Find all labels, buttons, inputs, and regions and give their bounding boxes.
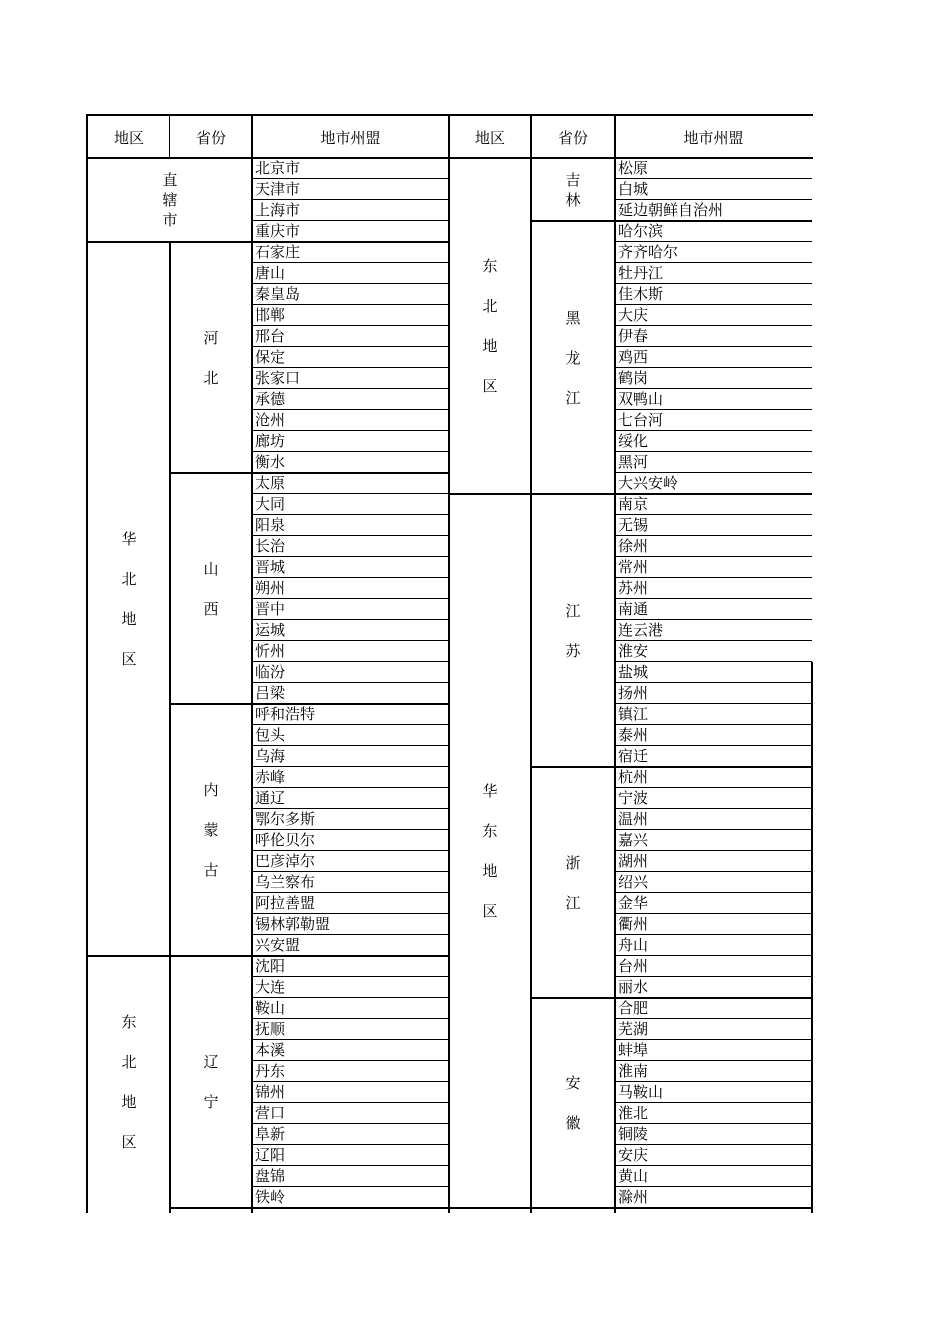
row-line: [615, 598, 812, 599]
city-cell: 泰州: [618, 726, 649, 744]
city-cell: 上海市: [255, 201, 301, 219]
row-line: [615, 934, 812, 935]
city-cell: 阿拉善盟: [255, 894, 316, 912]
row-line: [252, 598, 449, 599]
province-label: 安 徽: [531, 998, 615, 1208]
row-line: [615, 745, 812, 746]
row-line: [615, 535, 812, 536]
province-label: 浙 江: [531, 767, 615, 998]
row-line: [252, 178, 449, 179]
province-label: 山 西: [170, 473, 252, 704]
city-cell: 锡林郭勒盟: [255, 915, 331, 933]
row-line: [615, 1060, 812, 1061]
city-cell: 天津市: [255, 180, 301, 198]
row-line: [252, 304, 449, 305]
city-cell: 常州: [618, 558, 649, 576]
row-line: [252, 787, 449, 788]
row-line: [252, 535, 449, 536]
row-line: [252, 1165, 449, 1166]
row-line: [615, 619, 812, 620]
city-cell: 盐城: [618, 663, 649, 681]
city-cell: 铁岭: [255, 1188, 286, 1206]
row-line: [615, 220, 812, 221]
row-line: [252, 1102, 449, 1103]
row-line: [615, 388, 812, 389]
city-cell: 绥化: [618, 432, 649, 450]
city-cell: 乌兰察布: [255, 873, 316, 891]
row-line: [615, 262, 812, 263]
row-line: [615, 1207, 812, 1208]
city-cell: 呼和浩特: [255, 705, 316, 723]
province-label: 吉 林: [531, 158, 615, 221]
row-line: [615, 766, 812, 767]
city-cell: 合肥: [618, 999, 649, 1017]
header-region-right: 地区: [474, 128, 505, 147]
row-line: [615, 493, 812, 494]
city-cell: 滁州: [618, 1188, 649, 1206]
city-cell: 扬州: [618, 684, 649, 702]
city-cell: 廊坊: [255, 432, 286, 450]
row-line: [252, 1186, 449, 1187]
city-cell: 无锡: [618, 516, 649, 534]
row-line: [615, 661, 812, 662]
row-line: [615, 724, 812, 725]
city-cell: 大庆: [618, 306, 649, 324]
header-province-right: 省份: [557, 128, 588, 147]
province-label-text: [211, 704, 212, 705]
city-cell: 嘉兴: [618, 831, 649, 849]
row-line: [615, 913, 812, 914]
province-label-text: [573, 998, 574, 999]
city-cell: 衡水: [255, 453, 286, 471]
region-label: 东 北 地 区: [449, 158, 531, 494]
row-line: [615, 1144, 812, 1145]
direct-municipality-label: 直 辖 市: [88, 158, 252, 242]
city-cell: 呼伦贝尔: [255, 831, 316, 849]
header-province-left: 省份: [195, 128, 226, 147]
row-line: [252, 430, 449, 431]
row-line: [252, 262, 449, 263]
row-line: [615, 325, 812, 326]
row-line: [252, 892, 449, 893]
row-line: [615, 703, 812, 704]
city-cell: 马鞍山: [618, 1083, 664, 1101]
city-cell: 蚌埠: [618, 1041, 649, 1059]
city-cell: 连云港: [618, 621, 664, 639]
city-cell: 抚顺: [255, 1020, 286, 1038]
row-line: [252, 346, 449, 347]
city-cell: 安庆: [618, 1146, 649, 1164]
city-cell: 秦皇岛: [255, 285, 301, 303]
city-cell: 唐山: [255, 264, 286, 282]
city-cell: 鞍山: [255, 999, 286, 1017]
city-cell: 承德: [255, 390, 286, 408]
province-label-text: [211, 473, 212, 474]
row-line: [252, 367, 449, 368]
row-line: [615, 472, 812, 473]
row-line: [252, 472, 449, 473]
row-line: [252, 703, 449, 704]
city-cell: 北京市: [255, 159, 301, 177]
city-cell: 朔州: [255, 579, 286, 597]
city-cell: 鸡西: [618, 348, 649, 366]
row-line: [252, 493, 449, 494]
row-line: [615, 283, 812, 284]
city-cell: 黑河: [618, 453, 649, 471]
city-cell: 本溪: [255, 1041, 286, 1059]
row-line: [252, 850, 449, 851]
city-cell: 大兴安岭: [618, 474, 679, 492]
row-line: [615, 1081, 812, 1082]
province-label: 黑 龙 江: [531, 221, 615, 494]
row-line: [615, 1039, 812, 1040]
region-label-text: [129, 956, 130, 957]
city-cell: 芜湖: [618, 1020, 649, 1038]
row-line: [252, 199, 449, 200]
col-line: [86, 114, 88, 1213]
row-line: [252, 661, 449, 662]
row-line: [615, 178, 812, 179]
row-line: [615, 976, 812, 977]
row-line: [615, 1165, 812, 1166]
row-line: [615, 1018, 812, 1019]
col-line: [169, 114, 170, 158]
city-cell: 赤峰: [255, 768, 286, 786]
city-cell: 张家口: [255, 369, 301, 387]
row-line: [252, 808, 449, 809]
city-cell: 徐州: [618, 537, 649, 555]
city-cell: 乌海: [255, 747, 286, 765]
city-cell: 温州: [618, 810, 649, 828]
city-cell: 黄山: [618, 1167, 649, 1185]
col-line: [251, 114, 253, 1213]
row-line: [615, 451, 812, 452]
city-cell: 佳木斯: [618, 285, 664, 303]
row-line: [252, 640, 449, 641]
row-line: [615, 430, 812, 431]
row-line: [252, 451, 449, 452]
city-cell: 宿迁: [618, 747, 649, 765]
city-cell: 铜陵: [618, 1125, 649, 1143]
header-city-right: 地市州盟: [683, 128, 744, 147]
city-cell: 大连: [255, 978, 286, 996]
city-cell: 丽水: [618, 978, 649, 996]
row-line: [615, 241, 812, 242]
row-line: [252, 1081, 449, 1082]
province-label-text: [211, 242, 212, 243]
row-line: [615, 892, 812, 893]
row-line: [615, 514, 812, 515]
row-line: [615, 346, 812, 347]
city-cell: 晋中: [255, 600, 286, 618]
city-cell: 淮北: [618, 1104, 649, 1122]
city-cell: 哈尔滨: [618, 222, 664, 240]
city-cell: 鄂尔多斯: [255, 810, 316, 828]
row-line: [615, 1102, 812, 1103]
row-line: [615, 850, 812, 851]
city-cell: 吕梁: [255, 684, 286, 702]
row-line: [252, 1018, 449, 1019]
row-line: [615, 808, 812, 809]
row-line: [615, 304, 812, 305]
city-cell: 晋城: [255, 558, 286, 576]
row-line: [252, 745, 449, 746]
city-cell: 阜新: [255, 1125, 286, 1143]
region-label-text: [129, 242, 130, 243]
city-cell: 台州: [618, 957, 649, 975]
row-line: [252, 871, 449, 872]
city-cell: 沈阳: [255, 957, 286, 975]
row-line: [252, 1060, 449, 1061]
row-line: [615, 997, 812, 998]
province-label: 江 苏: [531, 494, 615, 767]
province-label: 河 北: [170, 242, 252, 473]
row-line: [252, 409, 449, 410]
city-cell: 忻州: [255, 642, 286, 660]
city-cell: 延边朝鲜自治州: [618, 201, 724, 219]
city-cell: 苏州: [618, 579, 649, 597]
row-line: [252, 619, 449, 620]
row-line: [615, 829, 812, 830]
row-line: [252, 766, 449, 767]
city-cell: 淮安: [618, 642, 649, 660]
row-line: [252, 283, 449, 284]
city-cell: 金华: [618, 894, 649, 912]
city-cell: 舟山: [618, 936, 649, 954]
city-cell: 杭州: [618, 768, 649, 786]
city-cell: 湖州: [618, 852, 649, 870]
col-line: [448, 114, 450, 1213]
city-cell: 大同: [255, 495, 286, 513]
row-line: [252, 955, 449, 956]
city-cell: 南京: [618, 495, 649, 513]
row-line: [615, 367, 812, 368]
city-cell: 通辽: [255, 789, 286, 807]
row-line: [252, 724, 449, 725]
region-label-text: [490, 494, 491, 495]
city-cell: 牡丹江: [618, 264, 664, 282]
city-cell: 辽阳: [255, 1146, 286, 1164]
col-line: [169, 242, 171, 1213]
region-label: 华 东 地 区: [449, 494, 531, 1208]
city-cell: 邯郸: [255, 306, 286, 324]
city-cell: 双鸭山: [618, 390, 664, 408]
row-line: [252, 913, 449, 914]
city-cell: 伊春: [618, 327, 649, 345]
province-label: 辽 宁: [170, 956, 252, 1208]
city-cell: 衢州: [618, 915, 649, 933]
row-line: [252, 934, 449, 935]
city-cell: 锦州: [255, 1083, 286, 1101]
row-line: [252, 556, 449, 557]
city-cell: 运城: [255, 621, 286, 639]
row-line: [252, 997, 449, 998]
header-city-left: 地市州盟: [320, 128, 381, 147]
row-line: [252, 241, 449, 242]
province-label-text: [573, 767, 574, 768]
row-line: [252, 388, 449, 389]
row-line: [252, 1207, 449, 1208]
city-cell: 淮南: [618, 1062, 649, 1080]
city-cell: 阳泉: [255, 516, 286, 534]
city-cell: 保定: [255, 348, 286, 366]
city-cell: 巴彦淖尔: [255, 852, 316, 870]
row-line: [252, 514, 449, 515]
row-line: [615, 640, 812, 641]
row-line: [252, 829, 449, 830]
city-cell: 绍兴: [618, 873, 649, 891]
city-cell: 宁波: [618, 789, 649, 807]
row-line: [615, 556, 812, 557]
city-cell: 太原: [255, 474, 286, 492]
col-line: [530, 114, 532, 1213]
col-line: [614, 114, 616, 1213]
province-label-text: [573, 494, 574, 495]
city-cell: 营口: [255, 1104, 286, 1122]
row-line: [252, 976, 449, 977]
province-label-text: [211, 956, 212, 957]
row-line: [615, 577, 812, 578]
row-line: [252, 220, 449, 221]
province-label-text: [573, 221, 574, 222]
province-label: 内 蒙 古: [170, 704, 252, 956]
city-cell: 盘锦: [255, 1167, 286, 1185]
row-line: [615, 682, 812, 683]
row-line: [252, 1039, 449, 1040]
city-cell: 丹东: [255, 1062, 286, 1080]
city-cell: 南通: [618, 600, 649, 618]
city-cell: 沧州: [255, 411, 286, 429]
row-line: [252, 1123, 449, 1124]
region-label: 华 北 地 区: [88, 242, 170, 956]
header-region-left: 地区: [113, 128, 144, 147]
col-line: [811, 662, 813, 1213]
city-cell: 松原: [618, 159, 649, 177]
city-cell: 邢台: [255, 327, 286, 345]
row-line: [252, 325, 449, 326]
city-cell: 石家庄: [255, 243, 301, 261]
row-line: [252, 577, 449, 578]
region-label: 东 北 地 区: [88, 956, 170, 1208]
city-cell: 长治: [255, 537, 286, 555]
city-cell: 包头: [255, 726, 286, 744]
row-line: [615, 871, 812, 872]
row-line: [252, 1144, 449, 1145]
row-line: [615, 955, 812, 956]
row-line: [615, 199, 812, 200]
city-cell: 临汾: [255, 663, 286, 681]
city-cell: 鹤岗: [618, 369, 649, 387]
city-cell: 齐齐哈尔: [618, 243, 679, 261]
row-line: [252, 682, 449, 683]
city-cell: 兴安盟: [255, 936, 301, 954]
city-cell: 重庆市: [255, 222, 301, 240]
city-cell: 七台河: [618, 411, 664, 429]
row-line: [615, 787, 812, 788]
city-cell: 白城: [618, 180, 649, 198]
row-line: [615, 1186, 812, 1187]
row-line: [615, 409, 812, 410]
city-cell: 镇江: [618, 705, 649, 723]
row-line: [615, 1123, 812, 1124]
